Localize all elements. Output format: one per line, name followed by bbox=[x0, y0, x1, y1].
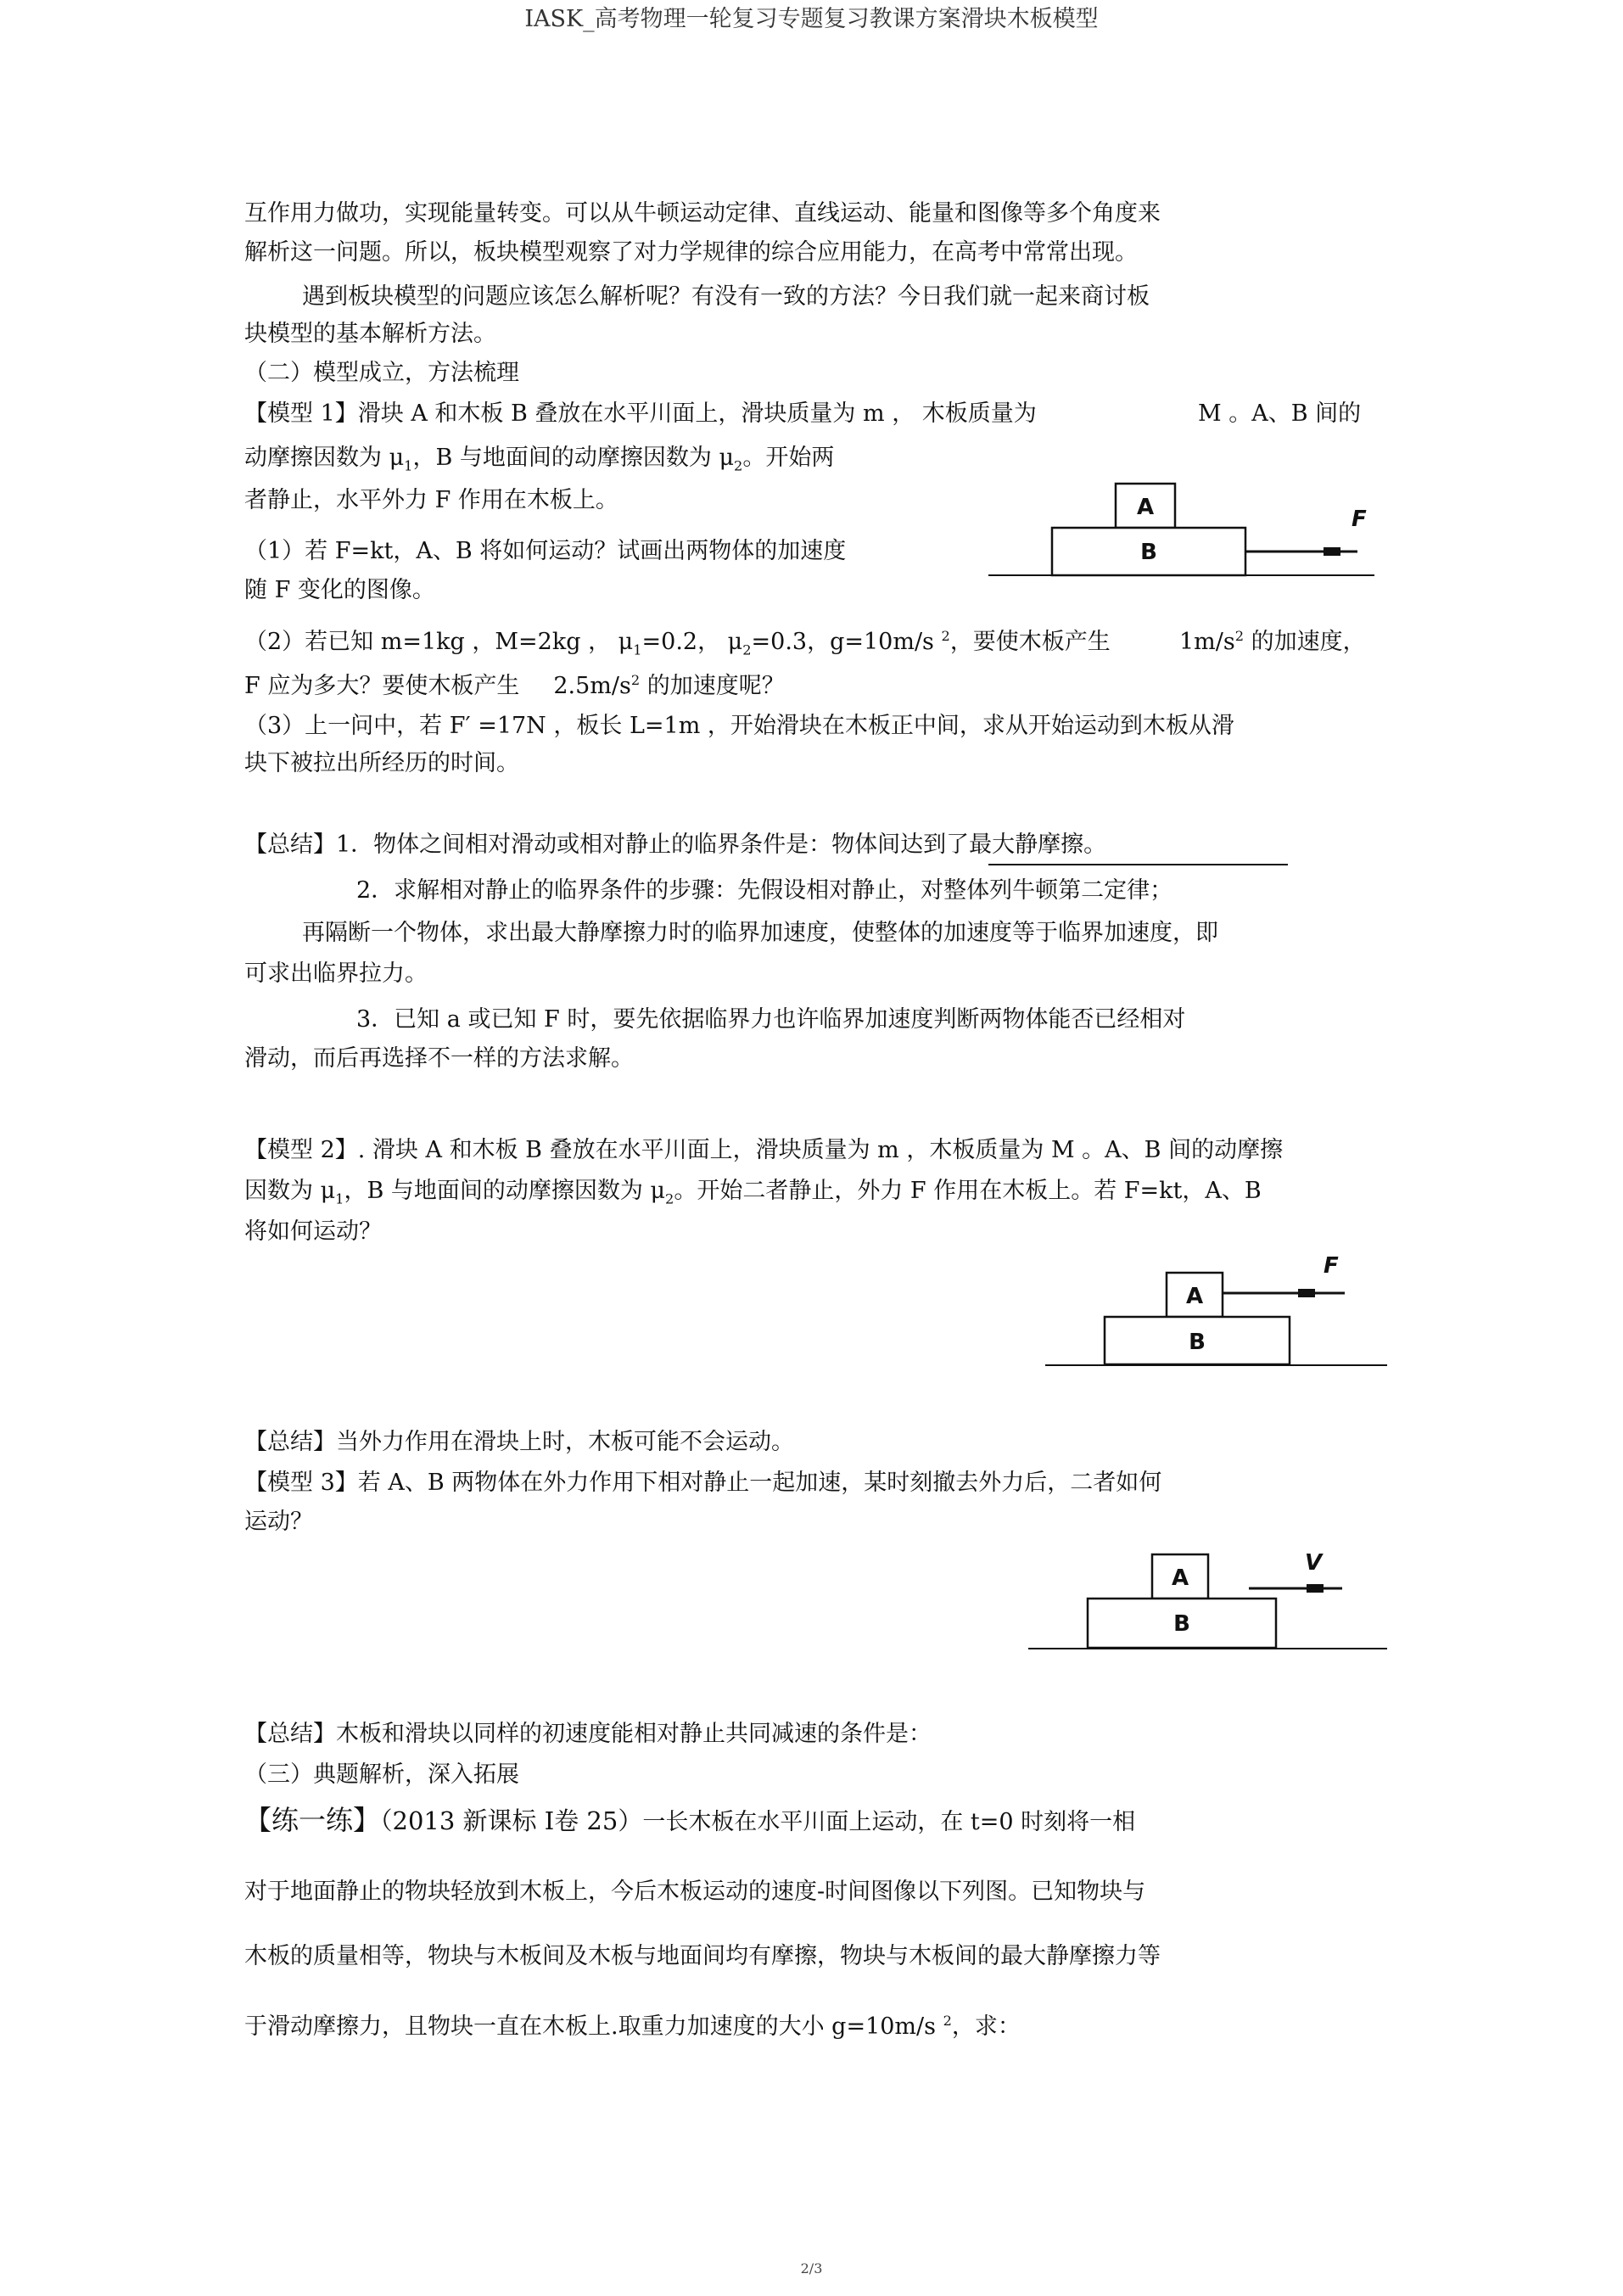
practice-line-1 bbox=[244, 1800, 1135, 1845]
model1-line-3: 者静止，水平外力 F 作用在木板上。 bbox=[244, 487, 618, 513]
underline-divider bbox=[988, 864, 1288, 865]
section-2-heading: （二）模型成立，方法梳理 bbox=[244, 360, 519, 386]
force-label: F bbox=[1352, 507, 1367, 532]
intro-line-3: 遇到板块模型的问题应该怎么解析呢？有没有一致的方法？今日我们就一起来商讨板 bbox=[302, 283, 1150, 310]
summary1-line-2: 2．求解相对静止的临界条件的步骤：先假设相对静止，对整体列牛顿第二定律； bbox=[356, 877, 1173, 904]
practice-source: （2013 新课标 I卷 25） bbox=[380, 1806, 643, 1835]
model2-diagram bbox=[1044, 1254, 1391, 1371]
document-title: IASK_高考物理一轮复习专题复习教课方案滑块木板模型 bbox=[524, 6, 1099, 32]
intro-line-4: 块模型的基本解析方法。 bbox=[244, 321, 496, 347]
summary1-line-6: 滑动，而后再选择不一样的方法求解。 bbox=[244, 1045, 634, 1072]
force-label: F bbox=[1324, 1254, 1339, 1279]
model3-diagram bbox=[1027, 1546, 1391, 1656]
page-number: 2/3 bbox=[800, 2260, 823, 2276]
velocity-arrow-head bbox=[1307, 1584, 1324, 1593]
intro-line-2: 解析这一问题。所以，板块模型观察了对力学规律的综合应用能力，在高考中常常出现。 bbox=[244, 239, 1138, 266]
practice-line-4: 于滑动摩擦力，且物块一直在木板上.取重力加速度的大小 g=10m/s $^2$，求： bbox=[244, 2013, 1021, 2040]
block-a-label: A bbox=[1185, 1284, 1204, 1309]
summary1-line-5: 3．已知 a 或已知 F 时，要先依据临界力也许临界加速度判断两物体能否已经相对 bbox=[356, 1006, 1186, 1033]
model1-question-3b: 块下被拉出所经历的时间。 bbox=[244, 750, 519, 776]
block-a-label: A bbox=[1136, 495, 1155, 520]
model2-line-2: 因数为 $\mu_1$，B 与地面间的动摩擦因数为 $\mu_2$。开始二者静止，外力 F 作用在木板上。若 F=kt，A、B bbox=[244, 1178, 1262, 1207]
practice-line-3: 木板的质量相等，物块与木板间及木板与地面间均有摩擦，物块与木板间的最大静摩擦力等 bbox=[244, 1943, 1161, 1969]
model2-line-1: 【模型 2】. 滑块 A 和木板 B 叠放在水平川面上，滑块质量为 m ，木板质量为 M 。A、B 间的动摩擦 bbox=[244, 1137, 1284, 1163]
model1-question-2a: （2）若已知 m=1kg ，M=2kg ， $\mu_1=0.2$， $\mu_2=0.3$，g=10m/s $^2$，要使木板产生 bbox=[244, 628, 1111, 658]
block-a-label: A bbox=[1171, 1565, 1189, 1591]
summary1-line-3: 再隔断一个物体，求出最大静摩擦力时的临界加速度，使整体的加速度等于临界加速度，即 bbox=[302, 920, 1218, 946]
model1-diagram bbox=[984, 482, 1383, 584]
practice-line-2: 对于地面静止的物块轻放到木板上，今后木板运动的速度-时间图像以下列图。已知物块与 bbox=[244, 1879, 1146, 1905]
model1-question-2b: F 应为多大？要使木板产生 $2.5m/s^2$ 的加速度呢？ bbox=[244, 672, 785, 699]
model1-question-2a-tail: $1m/s^2$ 的加速度， bbox=[1179, 628, 1366, 655]
model1-question-1b: 随 F 变化的图像。 bbox=[244, 577, 435, 603]
model3-line-2: 运动？ bbox=[244, 1509, 313, 1535]
section-3-heading: （三）典题解析，深入拓展 bbox=[244, 1761, 519, 1788]
intro-line-1: 互作用力做功，实现能量转变。可以从牛顿运动定律、直线运动、能量和图像等多个角度来 bbox=[244, 200, 1161, 227]
practice-tag: 【练一练】 bbox=[244, 1804, 381, 1836]
force-arrow-head bbox=[1324, 547, 1340, 556]
model1-line-2: 动摩擦因数为 $\mu_1$，B 与地面间的动摩擦因数为 $\mu_2$。开始两 bbox=[244, 445, 835, 474]
velocity-label: V bbox=[1305, 1550, 1323, 1576]
board-b-label: B bbox=[1140, 540, 1157, 565]
summary1-line-1: 【总结】1．物体之间相对滑动或相对静止的临界条件是：物体间达到了最大静摩擦。 bbox=[244, 832, 1107, 858]
board-b-label: B bbox=[1173, 1611, 1190, 1637]
practice-text-1: 一长木板在水平川面上运动，在 t=0 时刻将一相 bbox=[642, 1809, 1136, 1835]
summary1-line-4: 可求出临界拉力。 bbox=[244, 960, 428, 987]
model3-line-1: 【模型 3】若 A、B 两物体在外力作用下相对静止一起加速，某时刻撤去外力后，二者如何 bbox=[244, 1470, 1162, 1496]
model1-question-3a: （3）上一问中，若 F′ =17N ，板长 L=1m ，开始滑块在木板正中间，求从开始运动到木板从滑 bbox=[244, 713, 1234, 739]
force-arrow-head bbox=[1298, 1289, 1315, 1297]
summary2-line-1: 【总结】当外力作用在滑块上时，木板可能不会运动。 bbox=[244, 1429, 794, 1455]
model1-line-1b: M 。A、B 间的 bbox=[1198, 400, 1362, 427]
board-b-label: B bbox=[1189, 1330, 1206, 1355]
model2-line-3: 将如何运动？ bbox=[244, 1218, 382, 1245]
summary3-line-1: 【总结】木板和滑块以同样的初速度能相对静止共同减速的条件是： bbox=[244, 1721, 932, 1747]
model1-question-1a: （1）若 F=kt，A、B 将如何运动？试画出两物体的加速度 bbox=[244, 538, 847, 564]
model1-line-1: 【模型 1】滑块 A 和木板 B 叠放在水平川面上，滑块质量为 m ， 木板质量为 bbox=[244, 400, 1037, 427]
